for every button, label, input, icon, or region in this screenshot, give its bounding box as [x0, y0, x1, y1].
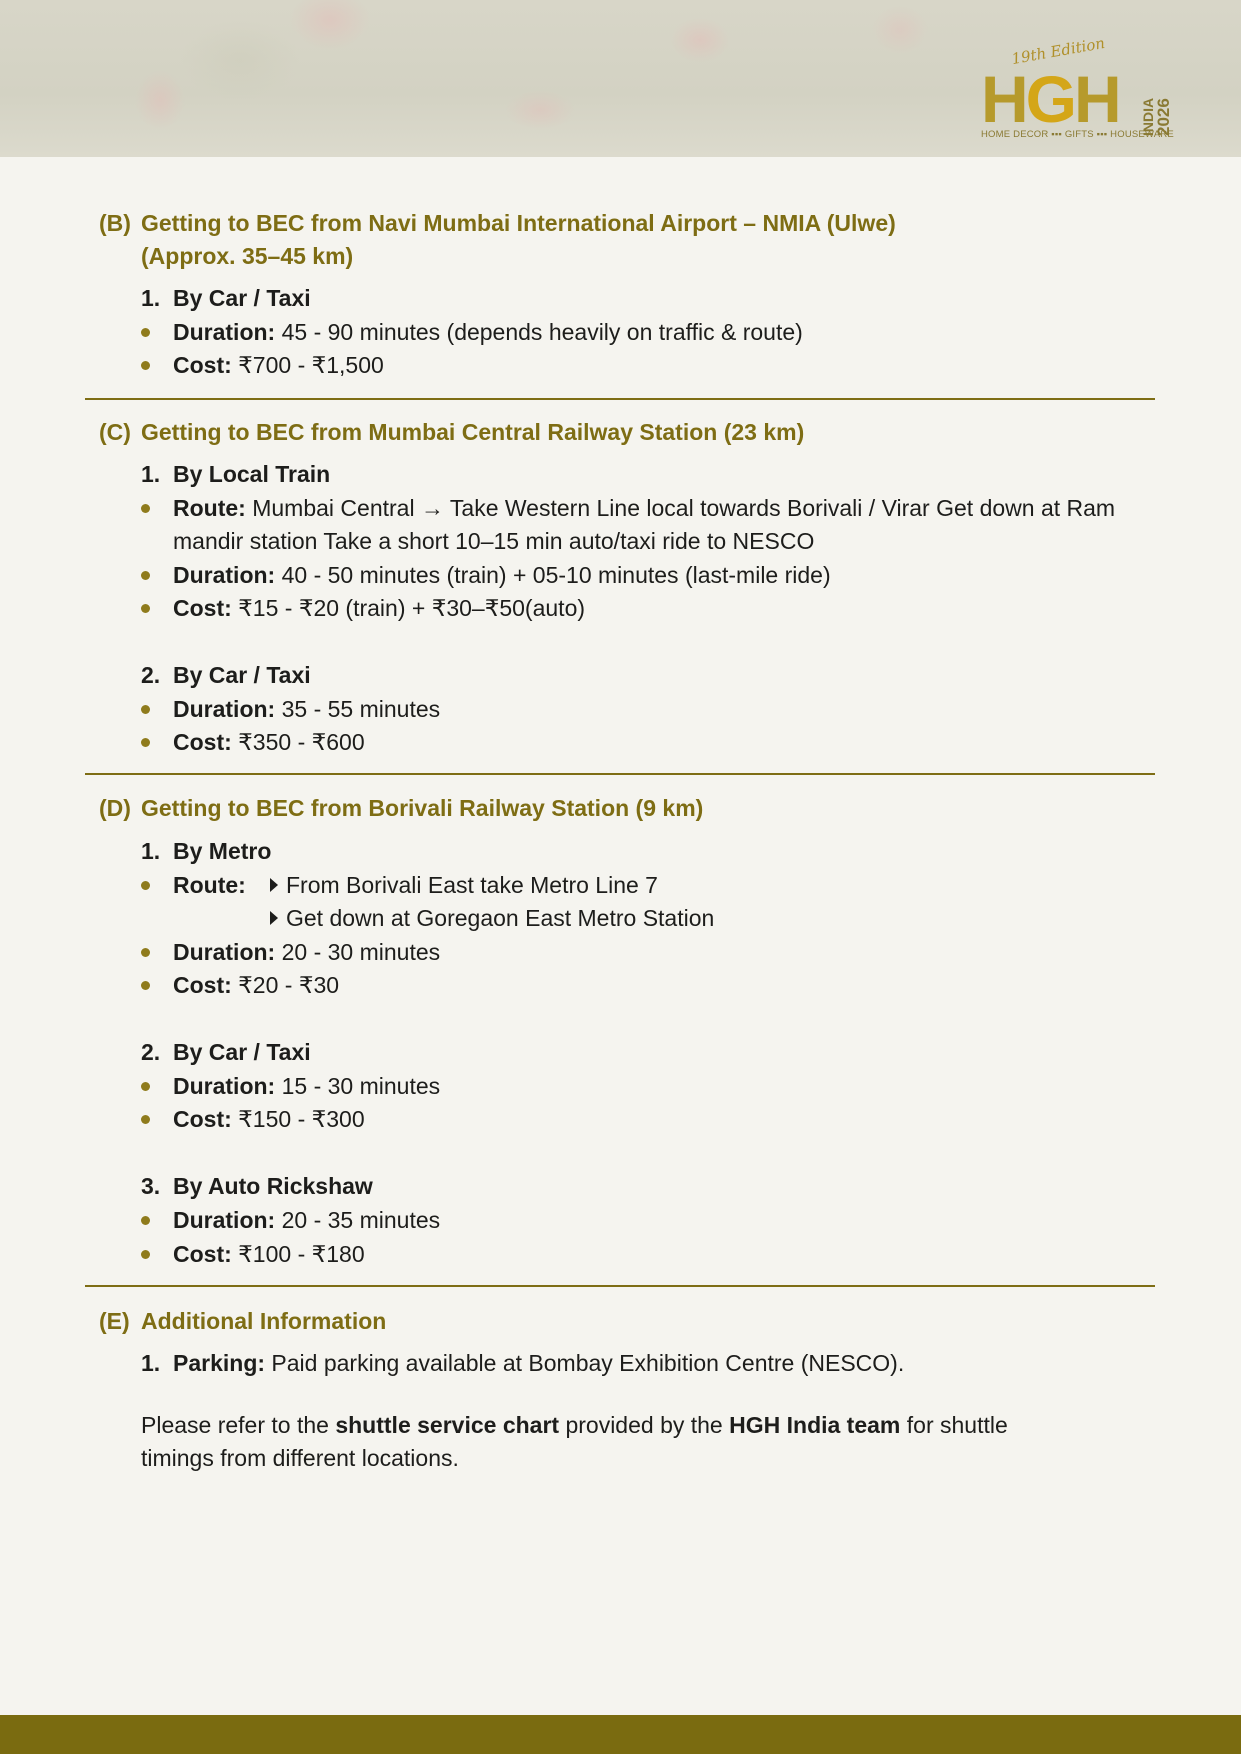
section-c-title: Getting to BEC from Mumbai Central Railway Station (23 km): [141, 419, 805, 445]
section-e-heading: [99, 1305, 386, 1338]
section-b-heading: [99, 207, 896, 273]
logo-tagline: HOME DECOR ▪▪▪ GIFTS ▪▪▪ HOUSEWARE: [981, 129, 1174, 140]
mode-name: By Auto Rickshaw: [173, 1173, 373, 1199]
item-value: ₹700 - ₹1,500: [231, 352, 384, 378]
item-label: Cost:: [173, 729, 232, 755]
shuttle-note: [141, 1409, 1041, 1475]
note-bold: HGH India team: [729, 1412, 901, 1438]
bullet-icon: [141, 1216, 150, 1225]
item-label: Parking:: [173, 1350, 266, 1376]
note-text: Please refer to the: [141, 1412, 336, 1438]
bullet-icon: [141, 1115, 150, 1124]
bullet-icon: [141, 1250, 150, 1259]
bullet-icon: [141, 705, 150, 714]
item-label: Duration:: [173, 319, 276, 345]
footer-band: [0, 1715, 1241, 1754]
section-d-title: Getting to BEC from Borivali Railway Station (9 km): [141, 795, 704, 821]
section-b-subtitle: (Approx. 35–45 km): [141, 243, 354, 269]
section-divider: [85, 1285, 1155, 1287]
hgh-logo: [981, 33, 1181, 144]
mode-name: By Car / Taxi: [173, 1039, 311, 1065]
caret-right-icon: [270, 878, 278, 892]
item-value: ₹20 - ₹30: [231, 972, 340, 998]
item-label: Route:: [173, 495, 246, 521]
mode-name: By Metro: [173, 838, 272, 864]
list-number: 1.: [141, 285, 161, 311]
item-label: Cost:: [173, 352, 232, 378]
list-number: 1.: [141, 461, 161, 487]
item-value: 20 - 35 minutes: [275, 1207, 441, 1233]
edition-label: 19th Edition: [1010, 33, 1107, 69]
route-step: [270, 869, 658, 902]
logo-year: 2026: [1154, 98, 1173, 136]
section-e-title: Additional Information: [141, 1308, 387, 1334]
bullet-icon: [141, 361, 150, 370]
note-bold: shuttle service chart: [335, 1412, 560, 1438]
logo-mark: HGH: [981, 62, 1119, 136]
item-value: ₹100 - ₹180: [231, 1241, 365, 1267]
item-value: Paid parking available at Bombay Exhibition Centre (NESCO).: [265, 1350, 905, 1376]
section-d-mode-1: [141, 835, 271, 868]
route-step: [270, 902, 714, 935]
list-number: 1.: [141, 1350, 161, 1376]
section-d-label: (D): [99, 795, 131, 821]
route-step-text: Get down at Goregaon East Metro Station: [286, 905, 715, 931]
section-c-mode-1: [141, 458, 330, 491]
list-number: 1.: [141, 838, 161, 864]
bullet-icon: [141, 981, 150, 990]
header-banner: [0, 0, 1241, 157]
bullet-icon: [141, 328, 150, 337]
bullet-icon: [141, 604, 150, 613]
bullet-icon: [141, 571, 150, 580]
caret-right-icon: [270, 911, 278, 925]
section-e-label: (E): [99, 1308, 130, 1334]
section-b-title: Getting to BEC from Navi Mumbai International Airport – NMIA (Ulwe): [141, 210, 896, 236]
parking-item: [141, 1347, 904, 1380]
section-d-mode-3: [141, 1170, 373, 1203]
item-value: 15 - 30 minutes: [275, 1073, 441, 1099]
item-value: ₹150 - ₹300: [231, 1106, 365, 1132]
item-value: Mumbai Central → Take Western Line local towards Borivali / Virar Get down at Ram mandir station Take a short 10–15 min auto/taxi ride to NESCO: [173, 495, 1116, 554]
item-value: ₹15 - ₹20 (train) + ₹30–₹50(auto): [231, 595, 586, 621]
item-label: Cost:: [173, 972, 232, 998]
section-b-label: (B): [99, 210, 131, 236]
logo-country: INDIA: [1140, 97, 1156, 136]
item-value: ₹350 - ₹600: [231, 729, 365, 755]
item-value: 40 - 50 minutes (train) + 05-10 minutes (last-mile ride): [275, 562, 831, 588]
section-d-heading: [99, 792, 703, 825]
bullet-icon: [141, 1082, 150, 1091]
item-value: 20 - 30 minutes: [275, 939, 441, 965]
item-label: Cost:: [173, 1106, 232, 1132]
item-value: 45 - 90 minutes (depends heavily on traffic & route): [275, 319, 803, 345]
section-divider: [85, 773, 1155, 775]
section-d-mode-2: [141, 1036, 311, 1069]
route-step-text: From Borivali East take Metro Line 7: [286, 872, 658, 898]
note-text: for shuttle timings from different locations.: [141, 1412, 1008, 1471]
item-label: Duration:: [173, 1073, 276, 1099]
item-label: Duration:: [173, 696, 276, 722]
item-label: Duration:: [173, 1207, 276, 1233]
bullet-icon: [141, 738, 150, 747]
mode-name: By Local Train: [173, 461, 331, 487]
item-label: Duration:: [173, 562, 276, 588]
bullet-icon: [141, 881, 150, 890]
mode-name: By Car / Taxi: [173, 285, 311, 311]
section-c-heading: [99, 416, 804, 449]
mode-name: By Car / Taxi: [173, 662, 311, 688]
section-c-mode-2: [141, 659, 311, 692]
list-number: 3.: [141, 1173, 161, 1199]
item-label: Cost:: [173, 595, 232, 621]
section-c-label: (C): [99, 419, 131, 445]
item-value: 35 - 55 minutes: [275, 696, 441, 722]
bullet-icon: [141, 504, 150, 513]
logo-country-year: [1140, 72, 1173, 136]
section-divider: [85, 398, 1155, 400]
section-b-mode-1: [141, 282, 311, 315]
item-label: Cost:: [173, 1241, 232, 1267]
note-text: provided by the: [559, 1412, 730, 1438]
item-label: Duration:: [173, 939, 276, 965]
list-number: 2.: [141, 1039, 161, 1065]
bullet-icon: [141, 948, 150, 957]
list-number: 2.: [141, 662, 161, 688]
item-label: Route:: [173, 872, 246, 898]
